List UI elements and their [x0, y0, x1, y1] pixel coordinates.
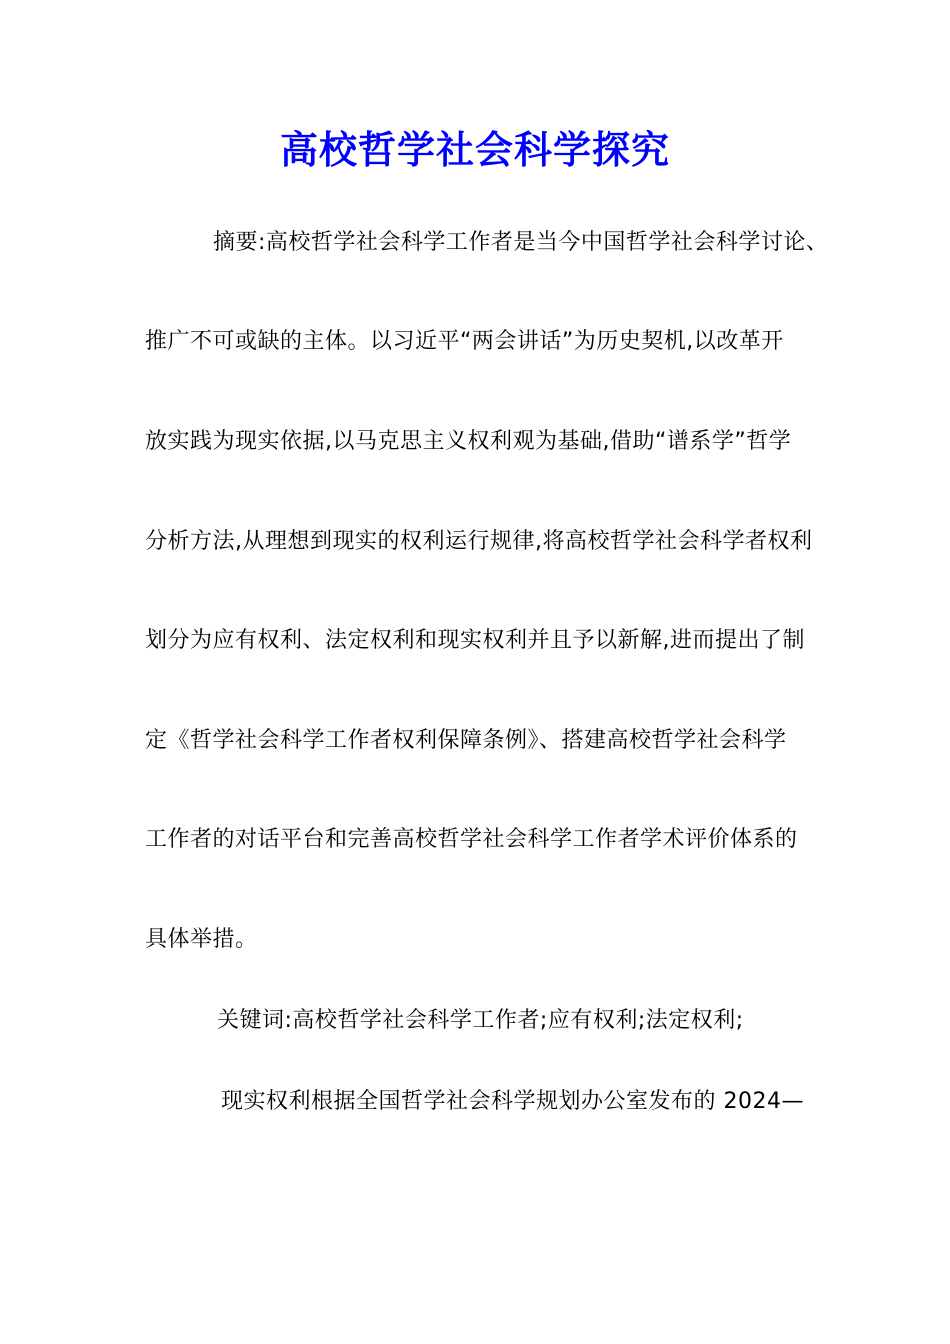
abstract-line: 具体举措。 — [145, 927, 258, 952]
abstract-line: 分析方法,从理想到现实的权利运行规律,将高校哲学社会科学者权利 — [145, 529, 813, 554]
abstract-line: 定《哲学社会科学工作者权利保障条例》、搭建高校哲学社会科学 — [145, 728, 787, 753]
abstract-line: 推广不可或缺的主体。以习近平“两会讲话”为历史契机,以改革开 — [145, 329, 784, 354]
abstract-line: 工作者的对话平台和完善高校哲学社会科学工作者学术评价体系的 — [145, 827, 798, 852]
document-title: 高校哲学社会科学探究 — [279, 127, 670, 172]
body-text-line: 现实权利根据全国哲学社会科学规划办公室发布的 2024— — [221, 1089, 804, 1114]
abstract-line: 放实践为现实依据,以马克思主义权利观为基础,借助“谱系学”哲学 — [145, 429, 792, 454]
abstract-line: 划分为应有权利、法定权利和现实权利并且予以新解,进而提出了制 — [145, 628, 805, 653]
abstract-line: 摘要:高校哲学社会科学工作者是当今中国哲学社会科学讨论、 — [213, 230, 829, 255]
keywords-line: 关键词:高校哲学社会科学工作者;应有权利;法定权利; — [217, 1008, 744, 1033]
